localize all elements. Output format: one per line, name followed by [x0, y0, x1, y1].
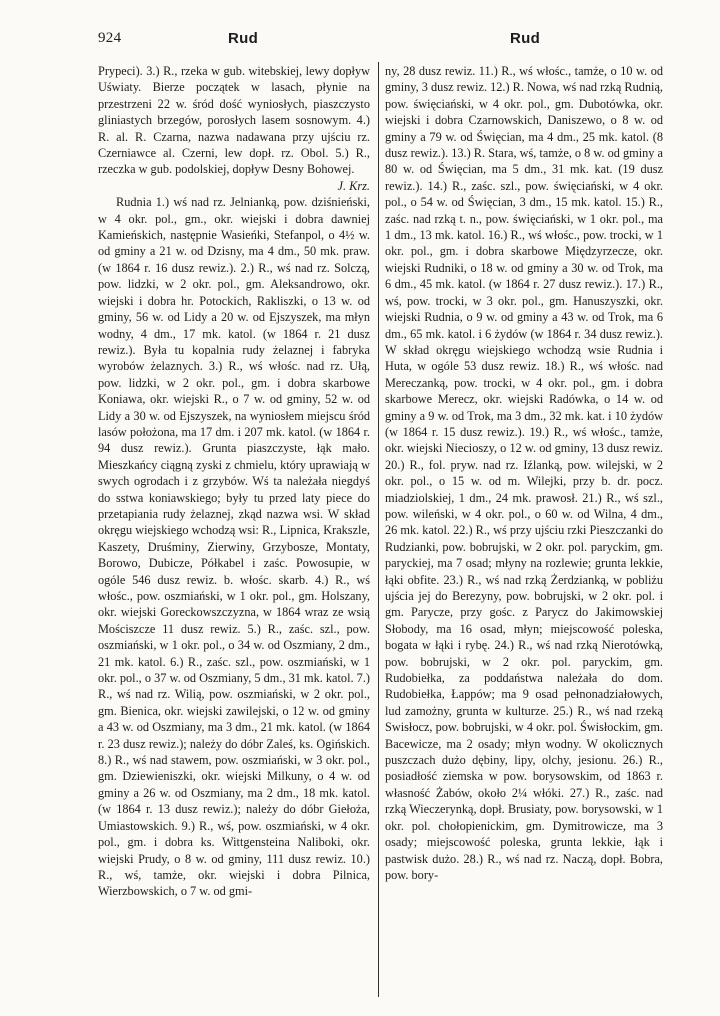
running-head-right: Rud: [510, 30, 541, 47]
page-header: [0, 30, 720, 52]
entry-text-continued: Prypeci). 3.) R., rzeka w gub. witebskiej, lewy dopływ Uświaty. Bierze początek w lasach, płynie na przestrzeni 22 w. śród dość wyniosłych, piaszczysto gliniastych brzegów, porosłych lasem sosnowym. 4.) R. al. R. Czarna, nazwa nadawana przy ujściu rz. Czerniawce al. Czerni, lew dopł. rz. Obol. 5.) R., rzeczka w gub. podolskiej, dopływ Desny Bohowej.: [98, 64, 370, 177]
column-divider: [378, 62, 379, 997]
entry-rudnia-continued: ny, 28 dusz rewiz. 11.) R., wś włośc., tamże, o 10 w. od gminy, 3 dusz rewiz. 12.) R. Nowa, wś nad rzką Rudnią, pow. święciański, w 4 okr. pol., gm. Dubotówka, okr. wiejski i dobra Czarnowskich, Daniszewo, o 8 w. od gminy a 79 w. od Święcian, ma 4 dm., 25 mk. katol. (8 dusz rewiz.). 13.) R. Stara, wś, tamże, o 8 w. od gminy a 80 w. od Święcian, ma 5 dm., 31 mk. kat. (19 dusz rewiz.). 14.) R., zaśc. szl., pow. święciański, w 4 okr. pol., o 54 w. od Święcian, 3 dm., 15 mk. katol. 15.) R., zaśc. nad rzką t. n., pow. święciański, w 1 okr. pol., ma 1 dm., 13 mk. katol. 16.) R., wś włośc., pow. trocki, w 1 okr. pol., gm. i dobra skarbowe Międzyrzecze, okr. wiejski Rudniki, o 18 w. od gminy a 30 w. od Trok, ma 6 dm., 45 mk. katol. (w 1864 r. 27 dusz rewiz.). 17.) R., wś, pow. trocki, w 3 okr. pol., gm. Hanuszyszki, okr. wiejski Rudnia, o 9 w. od gminy a 43 w. od Trok, ma 6 dm., 65 mk. katol. i 6 żydów (w 1864 r. 34 dusz rewiz.). W skład okręgu wiejskiego wchodzą wsie Rudnia i Huta, w ogóle 53 dusz rewiz. 18.) R., wś włośc. nad Mereczanką, pow. trocki, w 4 okr. pol., gm. i dobra skarbowe Merecz, okr. wiejski Radówka, o 14 w. od gminy a 9 w. od Trok, ma 3 dm., 32 mk. kat. i 10 żydów (w 1864 r. 15 dusz rewiz.). 19.) R., wś włośc., tamże, okr. wiejski Niecioszy, o 12 w. od gminy, 13 dusz rewiz. 20.) R., fol. pryw. nad rz. Iźlanką, pow. wilejski, w 2 okr. pol., o 15 w. od m. Wilejki, przy b. dr. pocz. miadziolskiej, 1 dm., 24 mk. prawosł. 21.) R., wś szl., pow. wileński, w 4 okr. pol., o 60 w. od Wilna, 4 dm., 26 mk. katol. 22.) R., wś przy ujściu rzki Pieszczanki do Rudzianki, pow. bobrujski, w 2 okr. pol. paryckim, gm. paryckiej, ma 7 osad; młyny na rozlewie; grunta lekkie, łąki obfite. 23.) R., wś nad rzką Żerdzianką, w pobliżu ujścia jej do Berezyny, pow. bobrujski, w 2 okr. pol. i gm. Parycze, przy gośc. z Parycz do Jakimowskiej Słobody, ma 16 osad, młyn; miejscowość poleska, bogata w łąki i rybę. 24.) R., wś nad rzką Nierotówką, pow. bobrujski, w 2 okr. pol. paryckim, gm. Rudobiełka, za poddaństwa należała do dom. Rudobiełka, Łappów; ma 9 osad pełnonadziałowych, lud zamożny, grunta w kulturze. 25.) R., wś nad rzeką Swisłocz, pow. bobrujski, w 4 okr. pol. Świsłockim, gm. Bacewicze, ma 2 osady; młyn wodny. W okolicznych puszczach dużo dębiny, lipy, olchy, jesionu. 26.) R., posiadłość ziemska w pow. borysowskim, od 1863 r. własność Żabów, około 2¼ włóki. 27.) R., zaśc. nad rzką Wieczerynką, dopł. Brusiaty, pow. borysowski, w 1 okr. pol. chołopienickim, gm. Dymitrowicze, ma 3 osady; miejscowość poleska, grunta lekkie, łąk i pastwisk dużo. 28.) R., wś nad rz. Naczą, dopł. Bobra, pow. bory-: [385, 64, 663, 882]
running-head-left: Rud: [228, 30, 259, 47]
entry-rudnia: Rudnia 1.) wś nad rz. Jelnianką, pow. dziśnieński, w 4 okr. pol., gm., okr. wiejski i dobra dawniej Kamieńskich, następnie Wasieńki, Stefanpol, o 4½ w. od gminy a 21 w. od Dzisny, ma 4 dm., 50 mk. praw. (w 1864 r. 16 dusz rewiz.). 2.) R., wś nad rz. Solczą, pow. lidzki, w 2 okr. pol., gm. Aleksandrowo, okr. wiejski i dobra hr. Potockich, Rakliszki, o 13 w. od gminy, 56 w. od Lidy a 20 w. od Ejszyszek, ma młyn wodny, 4 dm., 17 mk. katol. (w 1864 r. 21 dusz rewiz.). Była tu kopalnia rudy żelaznej i fabryka wyrobów żelaznych. 3.) R., wś włośc. nad rz. Ułą, pow. lidzki, w 2 okr. pol., gm. i dobra skarbowe Koniawa, okr. wiejski R., o 7 w. od gminy, 52 w. od Lidy a 30 w. od Ejszyszek, na wyniosłem miejscu śród lasów położona, ma 17 dm. i 207 mk. katol. (w 1864 r. 94 dusz rewiz.). Grunta piaszczyste, łąk mało. Mieszkańcy ciągną zyski z chmielu, który uprawiają w swych ogrodach i z grzybów. Wś ta należała niegdyś do sstwa koniawskiego; były tu przed laty piece do przetapiania rudy żelaznej, zkąd nazwa wsi. W skład okręgu wiejskiego wchodzą wsi: R., Lipnica, Krakszle, Kaszety, Druśminy, Zierwiny, Grzybosze, Montaty, Borowo, Dubicze, Półkabel i zaśc. Powosupie, w ogóle 546 dusz rewiz. b. włośc. skarb. 4.) R., wś włośc., pow. oszmiański, w 1 okr. pol., gm. Holszany, okr. wiejski Goreckowszczyzna, w 1864 wraz ze wsią Mościszcze 11 dusz rewiz. 5.) R., zaśc. szl., pow. oszmiański, w 1 okr. pol., o 34 w. od Oszmiany, 2 dm., 21 mk. katol. 6.) R., zaśc. szl., pow. oszmiański, w 1 okr. pol., o 37 w. od Oszmiany, 5 dm., 31 mk. katol. 7.) R., wś nad rz. Wilią, pow. oszmiański, w 2 okr. pol., gm. Bienica, okr. wiejski zawilejski, o 12 w. od gminy a 43 w. od Oszmiany, ma 3 dm., 21 mk. katol. (w 1864 r. 23 dusz rewiz.); należy do dóbr Zaleś, ks. Ogińskich. 8.) R., wś nad stawem, pow. oszmiański, w 3 okr. pol., gm. Dziewieniszki, okr. wiejski Milkuny, o 4 w. od gminy a 26 w. od Oszmiany, ma 2 dm., 18 mk. katol. (w 1864 r. 13 dusz rewiz.); należy do dóbr Giełoża, Umiastowskich. 9.) R., wś, pow. oszmiański, w 4 okr. pol., gm. i dobra ks. Wittgensteina Naliboki, okr. wiejski Prudy, o 8 w. od gminy, 111 dusz rewiz. 10.) R., wś, tamże, okr. wiejski i dobra Pilnica, Wierzbowskich, o 7 w. od gmi-: [98, 195, 370, 899]
author-signature: J. Krz.: [337, 178, 370, 193]
right-column: [385, 63, 663, 883]
left-column: [98, 63, 370, 900]
page-number: 924: [98, 30, 122, 46]
